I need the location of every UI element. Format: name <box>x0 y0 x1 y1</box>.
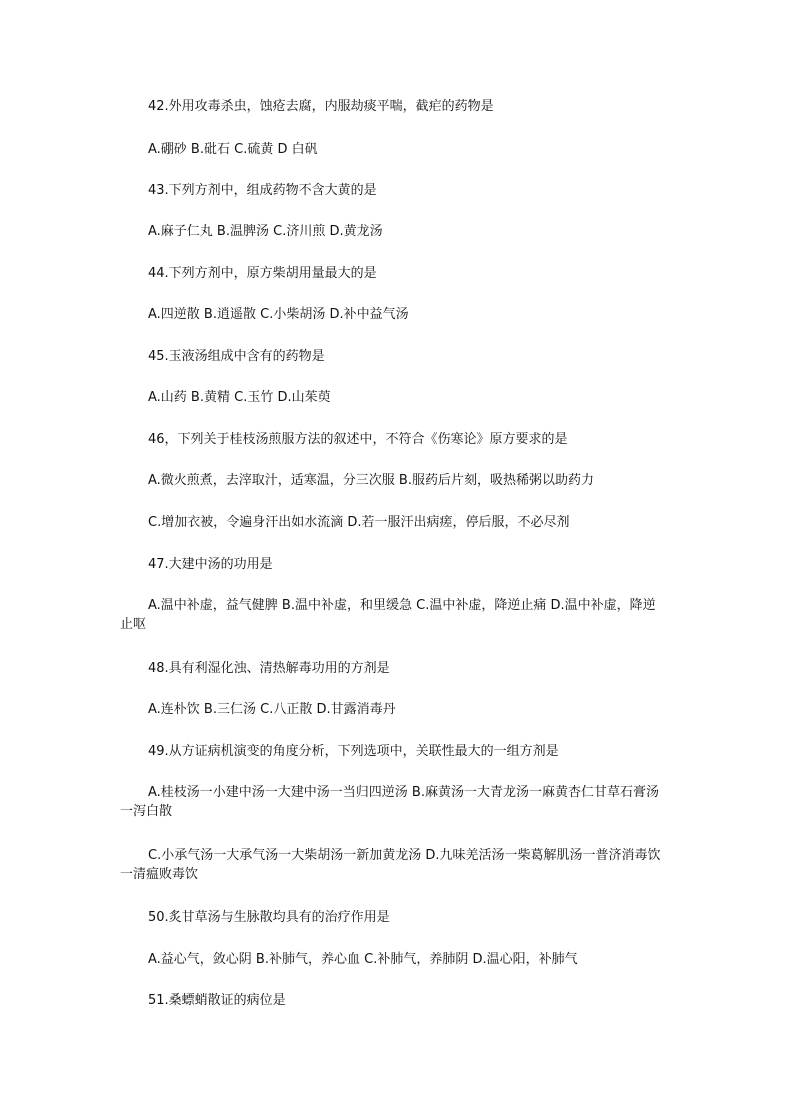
question-51: 51.桑螵蛸散证的病位是 <box>148 993 286 1008</box>
options-49-ab: A.桂枝汤一小建中汤一大建中汤一当归四逆汤 B.麻黄汤一大青龙汤一麻黄杏仁甘草石膏汤一泻白散 <box>120 785 659 819</box>
question-42: 42.外用攻毒杀虫，蚀疮去腐，内服劫痰平喘，截疟的药物是 <box>148 99 494 114</box>
options-45: A.山药 B.黄精 C.玉竹 D.山茱萸 <box>148 390 331 405</box>
options-46-cd: C.增加衣被，令遍身汗出如水流滴 D.若一服汗出病瘥，停后服，不必尽剂 <box>148 515 570 530</box>
options-49-cd: C.小承气汤一大承气汤一大柴胡汤一新加黄龙汤 D.九味羌活汤一柴葛解肌汤一普济消毒饮一清瘟败毒饮 <box>120 848 661 882</box>
options-46-ab: A.微火煎煮，去滓取汁，适寒温，分三次服 B.服药后片刻，吸热稀粥以助药力 <box>148 473 594 488</box>
question-44: 44.下列方剂中，原方柴胡用量最大的是 <box>148 266 377 281</box>
question-50: 50.炙甘草汤与生脉散均具有的治疗作用是 <box>148 910 390 925</box>
options-47: A.温中补虚，益气健脾 B.温中补虚，和里缓急 C.温中补虚，降逆止痛 D.温中补虚，降逆止呕 <box>120 598 656 632</box>
question-45: 45.玉液汤组成中含有的药物是 <box>148 349 325 364</box>
question-47: 47.大建中汤的功用是 <box>148 557 273 572</box>
options-48: A.连朴饮 B.三仁汤 C.八正散 D.甘露消毒丹 <box>148 702 396 717</box>
options-42: A.硼砂 B.砒石 C.硫黄 D 白矾 <box>148 142 318 157</box>
question-43: 43.下列方剂中，组成药物不含大黄的是 <box>148 183 377 198</box>
question-46: 46，下列关于桂枝汤煎服方法的叙述中，不符合《伤寒论》原方要求的是 <box>148 432 568 447</box>
options-44: A.四逆散 B.逍遥散 C.小柴胡汤 D.补中益气汤 <box>148 307 409 322</box>
question-49: 49.从方证病机演变的角度分析，下列选项中，关联性最大的一组方剂是 <box>148 744 559 759</box>
question-48: 48.具有利湿化浊、清热解毒功用的方剂是 <box>148 661 390 676</box>
options-43: A.麻子仁丸 B.温脾汤 C.济川煎 D.黄龙汤 <box>148 224 383 239</box>
options-50: A.益心气，敛心阴 B.补肺气，养心血 C.补肺气，养肺阴 D.温心阳，补肺气 <box>148 952 578 967</box>
